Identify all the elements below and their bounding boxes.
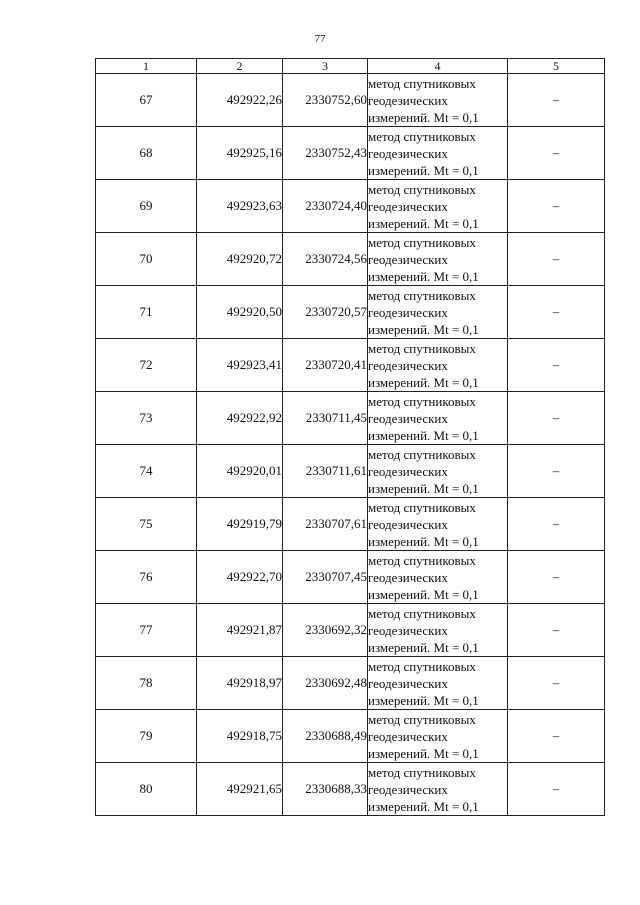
- method-text-line: геодезических: [368, 357, 448, 373]
- method-text-line: геодезических: [368, 569, 448, 585]
- y-coordinate-cell: 2330688,49: [283, 710, 368, 763]
- point-number-cell: 74: [96, 445, 197, 498]
- method-text-line: измерений. Mt = 0,1: [368, 533, 479, 549]
- method-text-line: геодезических: [368, 304, 448, 320]
- table-row: [96, 74, 605, 127]
- note-cell: –: [508, 180, 605, 233]
- point-number-cell: 72: [96, 339, 197, 392]
- table-row: [96, 127, 605, 180]
- point-number-cell: 79: [96, 710, 197, 763]
- method-text-line: метод спутниковых: [368, 181, 476, 197]
- method-text-line: измерений. Mt = 0,1: [368, 798, 479, 814]
- y-coordinate-cell: 2330720,41: [283, 339, 368, 392]
- method-cell: [368, 445, 508, 498]
- method-text-line: геодезических: [368, 516, 448, 532]
- x-coordinate-cell: 492921,65: [197, 763, 283, 816]
- method-text-line: геодезических: [368, 463, 448, 479]
- x-coordinate-cell: 492922,92: [197, 392, 283, 445]
- y-coordinate-cell: 2330692,32: [283, 604, 368, 657]
- table-row: [96, 233, 605, 286]
- method-text-line: измерений. Mt = 0,1: [368, 639, 479, 655]
- point-number-cell: 77: [96, 604, 197, 657]
- point-number-cell: 73: [96, 392, 197, 445]
- point-number-cell: 67: [96, 74, 197, 127]
- note-cell: –: [508, 286, 605, 339]
- table-row: [96, 604, 605, 657]
- note-cell: –: [508, 710, 605, 763]
- method-text-line: измерений. Mt = 0,1: [368, 162, 479, 178]
- column-header-4: 4: [368, 59, 508, 74]
- method-cell: [368, 339, 508, 392]
- table-row: [96, 339, 605, 392]
- note-cell: –: [508, 339, 605, 392]
- x-coordinate-cell: 492920,50: [197, 286, 283, 339]
- method-cell: [368, 127, 508, 180]
- point-number-cell: 78: [96, 657, 197, 710]
- method-cell: [368, 657, 508, 710]
- method-text-line: измерений. Mt = 0,1: [368, 268, 479, 284]
- note-cell: –: [508, 551, 605, 604]
- method-text-line: метод спутниковых: [368, 605, 476, 621]
- method-cell: [368, 763, 508, 816]
- method-text-line: метод спутниковых: [368, 499, 476, 515]
- point-number-cell: 68: [96, 127, 197, 180]
- coordinates-table: [95, 58, 605, 816]
- method-text-line: геодезических: [368, 410, 448, 426]
- method-text-line: геодезических: [368, 198, 448, 214]
- method-cell: [368, 233, 508, 286]
- y-coordinate-cell: 2330720,57: [283, 286, 368, 339]
- method-text-line: геодезических: [368, 251, 448, 267]
- method-cell: [368, 498, 508, 551]
- x-coordinate-cell: 492923,41: [197, 339, 283, 392]
- x-coordinate-cell: 492923,63: [197, 180, 283, 233]
- y-coordinate-cell: 2330692,48: [283, 657, 368, 710]
- note-cell: –: [508, 657, 605, 710]
- method-cell: [368, 604, 508, 657]
- method-text-line: геодезических: [368, 781, 448, 797]
- method-text-line: метод спутниковых: [368, 234, 476, 250]
- x-coordinate-cell: 492921,87: [197, 604, 283, 657]
- method-text-line: метод спутниковых: [368, 446, 476, 462]
- y-coordinate-cell: 2330752,60: [283, 74, 368, 127]
- method-cell: [368, 710, 508, 763]
- method-text-line: метод спутниковых: [368, 711, 476, 727]
- x-coordinate-cell: 492922,26: [197, 74, 283, 127]
- table-row: [96, 286, 605, 339]
- method-text-line: метод спутниковых: [368, 128, 476, 144]
- table-row: [96, 551, 605, 604]
- method-text-line: измерений. Mt = 0,1: [368, 480, 479, 496]
- method-cell: [368, 392, 508, 445]
- method-text-line: измерений. Mt = 0,1: [368, 692, 479, 708]
- method-text-line: измерений. Mt = 0,1: [368, 321, 479, 337]
- method-text-line: метод спутниковых: [368, 552, 476, 568]
- column-header-3: 3: [283, 59, 368, 74]
- note-cell: –: [508, 763, 605, 816]
- table-header-row: [96, 59, 605, 74]
- method-text-line: метод спутниковых: [368, 287, 476, 303]
- method-text-line: геодезических: [368, 145, 448, 161]
- y-coordinate-cell: 2330724,56: [283, 233, 368, 286]
- y-coordinate-cell: 2330707,61: [283, 498, 368, 551]
- column-header-1: 1: [96, 59, 197, 74]
- point-number-cell: 69: [96, 180, 197, 233]
- method-text-line: метод спутниковых: [368, 393, 476, 409]
- column-header-5: 5: [508, 59, 605, 74]
- method-text-line: метод спутниковых: [368, 340, 476, 356]
- method-text-line: измерений. Mt = 0,1: [368, 374, 479, 390]
- x-coordinate-cell: 492918,75: [197, 710, 283, 763]
- method-cell: [368, 551, 508, 604]
- method-text-line: геодезических: [368, 92, 448, 108]
- note-cell: –: [508, 127, 605, 180]
- y-coordinate-cell: 2330711,61: [283, 445, 368, 498]
- table-row: [96, 657, 605, 710]
- note-cell: –: [508, 604, 605, 657]
- x-coordinate-cell: 492925,16: [197, 127, 283, 180]
- x-coordinate-cell: 492918,97: [197, 657, 283, 710]
- table-row: [96, 392, 605, 445]
- x-coordinate-cell: 492920,72: [197, 233, 283, 286]
- point-number-cell: 80: [96, 763, 197, 816]
- y-coordinate-cell: 2330752,43: [283, 127, 368, 180]
- page-number: 77: [314, 33, 326, 45]
- y-coordinate-cell: 2330707,45: [283, 551, 368, 604]
- note-cell: –: [508, 392, 605, 445]
- method-text-line: измерений. Mt = 0,1: [368, 109, 479, 125]
- table-row: [96, 763, 605, 816]
- y-coordinate-cell: 2330688,33: [283, 763, 368, 816]
- y-coordinate-cell: 2330711,45: [283, 392, 368, 445]
- note-cell: –: [508, 74, 605, 127]
- table-body: [96, 74, 605, 816]
- method-text-line: метод спутниковых: [368, 764, 476, 780]
- table-row: [96, 445, 605, 498]
- x-coordinate-cell: 492920,01: [197, 445, 283, 498]
- method-cell: [368, 286, 508, 339]
- point-number-cell: 75: [96, 498, 197, 551]
- point-number-cell: 76: [96, 551, 197, 604]
- note-cell: –: [508, 498, 605, 551]
- table-row: [96, 180, 605, 233]
- method-text-line: геодезических: [368, 728, 448, 744]
- point-number-cell: 70: [96, 233, 197, 286]
- method-text-line: метод спутниковых: [368, 658, 476, 674]
- column-header-2: 2: [197, 59, 283, 74]
- note-cell: –: [508, 233, 605, 286]
- method-text-line: измерений. Mt = 0,1: [368, 427, 479, 443]
- method-text-line: метод спутниковых: [368, 75, 476, 91]
- method-text-line: геодезических: [368, 622, 448, 638]
- note-cell: –: [508, 445, 605, 498]
- method-cell: [368, 74, 508, 127]
- method-cell: [368, 180, 508, 233]
- x-coordinate-cell: 492919,79: [197, 498, 283, 551]
- method-text-line: измерений. Mt = 0,1: [368, 745, 479, 761]
- method-text-line: геодезических: [368, 675, 448, 691]
- point-number-cell: 71: [96, 286, 197, 339]
- method-text-line: измерений. Mt = 0,1: [368, 215, 479, 231]
- y-coordinate-cell: 2330724,40: [283, 180, 368, 233]
- table-row: [96, 710, 605, 763]
- method-text-line: измерений. Mt = 0,1: [368, 586, 479, 602]
- x-coordinate-cell: 492922,70: [197, 551, 283, 604]
- table-row: [96, 498, 605, 551]
